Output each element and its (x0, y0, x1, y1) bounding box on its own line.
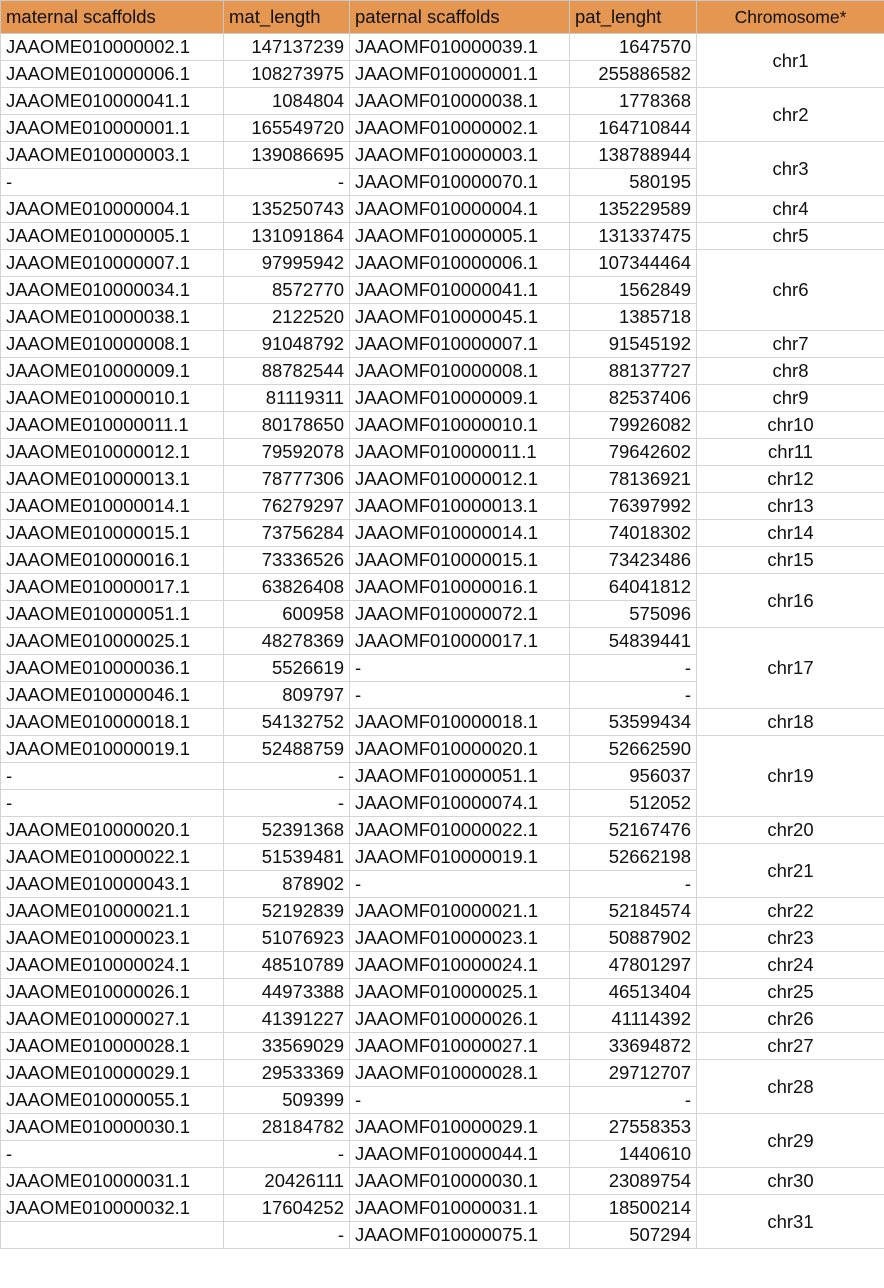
table-row (1, 817, 884, 844)
maternal-scaffold-cell[interactable]: JAAOME010000017.1 (1, 574, 224, 601)
table-row (1, 898, 884, 925)
pat-length-cell[interactable]: 33694872 (570, 1033, 697, 1060)
mat-length-cell[interactable]: 33569029 (224, 1033, 350, 1060)
pat-length-cell[interactable]: 54839441 (570, 628, 697, 655)
mat-length-cell[interactable]: 20426111 (224, 1168, 350, 1195)
mat-length-cell[interactable]: 48510789 (224, 952, 350, 979)
paternal-scaffold-cell[interactable]: JAAOMF010000038.1 (350, 88, 570, 115)
chromosome-cell[interactable]: chr15 (697, 547, 884, 574)
table-row (1, 1114, 884, 1141)
table-row (1, 88, 884, 115)
pat-length-cell[interactable]: 164710844 (570, 115, 697, 142)
paternal-scaffold-cell[interactable]: JAAOMF010000008.1 (350, 358, 570, 385)
pat-length-cell[interactable]: 64041812 (570, 574, 697, 601)
table-row (1, 547, 884, 574)
mat-length-cell[interactable]: 54132752 (224, 709, 350, 736)
table-row (1, 1006, 884, 1033)
maternal-scaffold-cell[interactable]: JAAOME010000023.1 (1, 925, 224, 952)
pat-length-cell[interactable]: 46513404 (570, 979, 697, 1006)
maternal-scaffold-cell[interactable]: JAAOME010000014.1 (1, 493, 224, 520)
pat-length-cell[interactable]: 82537406 (570, 385, 697, 412)
mat-length-cell[interactable]: 88782544 (224, 358, 350, 385)
paternal-scaffold-cell[interactable]: JAAOMF010000013.1 (350, 493, 570, 520)
mat-length-cell[interactable]: - (224, 790, 350, 817)
paternal-scaffold-cell[interactable]: JAAOMF010000007.1 (350, 331, 570, 358)
chromosome-cell[interactable]: chr25 (697, 979, 884, 1006)
paternal-scaffold-cell[interactable]: JAAOMF010000070.1 (350, 169, 570, 196)
pat-length-cell[interactable]: 73423486 (570, 547, 697, 574)
paternal-scaffold-cell[interactable]: JAAOMF010000029.1 (350, 1114, 570, 1141)
chromosome-cell[interactable]: chr10 (697, 412, 884, 439)
header-mat-length[interactable]: mat_length (224, 1, 350, 34)
mat-length-cell[interactable]: - (224, 169, 350, 196)
mat-length-cell[interactable]: - (224, 1222, 350, 1249)
mat-length-cell[interactable]: 28184782 (224, 1114, 350, 1141)
pat-length-cell[interactable]: 1778368 (570, 88, 697, 115)
paternal-scaffold-cell[interactable]: JAAOMF010000026.1 (350, 1006, 570, 1033)
table-row (1, 1195, 884, 1222)
pat-length-cell[interactable]: 52184574 (570, 898, 697, 925)
paternal-scaffold-cell[interactable]: JAAOMF010000015.1 (350, 547, 570, 574)
table-row (1, 493, 884, 520)
header-paternal-scaffolds[interactable]: paternal scaffolds (350, 1, 570, 34)
mat-length-cell[interactable]: 44973388 (224, 979, 350, 1006)
maternal-scaffold-cell[interactable]: JAAOME010000011.1 (1, 412, 224, 439)
pat-length-cell[interactable]: 76397992 (570, 493, 697, 520)
paternal-scaffold-cell[interactable]: JAAOMF010000005.1 (350, 223, 570, 250)
paternal-scaffold-cell[interactable]: JAAOMF010000001.1 (350, 61, 570, 88)
mat-length-cell[interactable]: 91048792 (224, 331, 350, 358)
pat-length-cell[interactable]: 53599434 (570, 709, 697, 736)
pat-length-cell[interactable]: 507294 (570, 1222, 697, 1249)
mat-length-cell[interactable]: 80178650 (224, 412, 350, 439)
pat-length-cell[interactable]: - (570, 871, 697, 898)
pat-length-cell[interactable]: 52662590 (570, 736, 697, 763)
chromosome-cell[interactable]: chr24 (697, 952, 884, 979)
maternal-scaffold-cell[interactable]: JAAOME010000018.1 (1, 709, 224, 736)
pat-length-cell[interactable]: 138788944 (570, 142, 697, 169)
maternal-scaffold-cell[interactable]: JAAOME010000055.1 (1, 1087, 224, 1114)
paternal-scaffold-cell[interactable]: JAAOMF010000031.1 (350, 1195, 570, 1222)
paternal-scaffold-cell[interactable]: JAAOMF010000024.1 (350, 952, 570, 979)
maternal-scaffold-cell[interactable]: JAAOME010000002.1 (1, 34, 224, 61)
pat-length-cell[interactable]: 47801297 (570, 952, 697, 979)
paternal-scaffold-cell[interactable]: - (350, 655, 570, 682)
table-row (1, 385, 884, 412)
chromosome-cell[interactable]: chr21 (697, 844, 884, 898)
maternal-scaffold-cell[interactable]: JAAOME010000027.1 (1, 1006, 224, 1033)
maternal-scaffold-cell[interactable]: JAAOME010000030.1 (1, 1114, 224, 1141)
maternal-scaffold-cell[interactable]: JAAOME010000001.1 (1, 115, 224, 142)
maternal-scaffold-cell[interactable]: JAAOME010000007.1 (1, 250, 224, 277)
paternal-scaffold-cell[interactable]: JAAOMF010000028.1 (350, 1060, 570, 1087)
paternal-scaffold-cell[interactable]: JAAOMF010000045.1 (350, 304, 570, 331)
pat-length-cell[interactable]: 88137727 (570, 358, 697, 385)
maternal-scaffold-cell[interactable]: - (1, 763, 224, 790)
mat-length-cell[interactable]: 878902 (224, 871, 350, 898)
paternal-scaffold-cell[interactable]: JAAOMF010000004.1 (350, 196, 570, 223)
mat-length-cell[interactable]: 73756284 (224, 520, 350, 547)
pat-length-cell[interactable]: 41114392 (570, 1006, 697, 1033)
pat-length-cell[interactable]: 255886582 (570, 61, 697, 88)
maternal-scaffold-cell[interactable]: JAAOME010000016.1 (1, 547, 224, 574)
table-row (1, 736, 884, 763)
paternal-scaffold-cell[interactable]: JAAOMF010000014.1 (350, 520, 570, 547)
maternal-scaffold-cell[interactable]: JAAOME010000012.1 (1, 439, 224, 466)
chromosome-cell[interactable]: chr13 (697, 493, 884, 520)
maternal-scaffold-cell[interactable]: JAAOME010000010.1 (1, 385, 224, 412)
table-row (1, 1168, 884, 1195)
pat-length-cell[interactable]: - (570, 682, 697, 709)
table-row (1, 844, 884, 871)
table-row (1, 439, 884, 466)
paternal-scaffold-cell[interactable]: JAAOMF010000017.1 (350, 628, 570, 655)
table-row (1, 196, 884, 223)
chromosome-cell[interactable]: chr23 (697, 925, 884, 952)
mat-length-cell[interactable]: 809797 (224, 682, 350, 709)
pat-length-cell[interactable]: 79642602 (570, 439, 697, 466)
maternal-scaffold-cell[interactable]: JAAOME010000005.1 (1, 223, 224, 250)
chromosome-cell[interactable]: chr20 (697, 817, 884, 844)
pat-length-cell[interactable]: 52662198 (570, 844, 697, 871)
paternal-scaffold-cell[interactable]: JAAOMF010000022.1 (350, 817, 570, 844)
table-row (1, 358, 884, 385)
pat-length-cell[interactable]: 1562849 (570, 277, 697, 304)
mat-length-cell[interactable]: 73336526 (224, 547, 350, 574)
table-row (1, 1060, 884, 1087)
pat-length-cell[interactable]: 50887902 (570, 925, 697, 952)
maternal-scaffold-cell[interactable] (1, 1222, 224, 1249)
maternal-scaffold-cell[interactable]: JAAOME010000020.1 (1, 817, 224, 844)
maternal-scaffold-cell[interactable]: JAAOME010000043.1 (1, 871, 224, 898)
mat-length-cell[interactable]: 509399 (224, 1087, 350, 1114)
table-row (1, 574, 884, 601)
mat-length-cell[interactable]: 48278369 (224, 628, 350, 655)
mat-length-cell[interactable]: 135250743 (224, 196, 350, 223)
header-row (1, 1, 884, 34)
chromosome-cell[interactable]: chr30 (697, 1168, 884, 1195)
pat-length-cell[interactable]: 79926082 (570, 412, 697, 439)
paternal-scaffold-cell[interactable]: JAAOMF010000006.1 (350, 250, 570, 277)
chromosome-cell[interactable]: chr5 (697, 223, 884, 250)
mat-length-cell[interactable]: 51076923 (224, 925, 350, 952)
mat-length-cell[interactable]: - (224, 1141, 350, 1168)
maternal-scaffold-cell[interactable]: JAAOME010000015.1 (1, 520, 224, 547)
paternal-scaffold-cell[interactable]: JAAOMF010000027.1 (350, 1033, 570, 1060)
mat-length-cell[interactable]: 81119311 (224, 385, 350, 412)
maternal-scaffold-cell[interactable]: JAAOME010000036.1 (1, 655, 224, 682)
table-row (1, 34, 884, 61)
paternal-scaffold-cell[interactable]: JAAOMF010000016.1 (350, 574, 570, 601)
chromosome-cell[interactable]: chr27 (697, 1033, 884, 1060)
header-chromosome[interactable]: Chromosome* (697, 1, 884, 34)
maternal-scaffold-cell[interactable]: JAAOME010000006.1 (1, 61, 224, 88)
mat-length-cell[interactable]: 1084804 (224, 88, 350, 115)
pat-length-cell[interactable]: 78136921 (570, 466, 697, 493)
pat-length-cell[interactable]: 580195 (570, 169, 697, 196)
maternal-scaffold-cell[interactable]: JAAOME010000004.1 (1, 196, 224, 223)
maternal-scaffold-cell[interactable]: JAAOME010000034.1 (1, 277, 224, 304)
maternal-scaffold-cell[interactable]: JAAOME010000032.1 (1, 1195, 224, 1222)
chromosome-cell[interactable]: chr31 (697, 1195, 884, 1249)
paternal-scaffold-cell[interactable]: JAAOMF010000010.1 (350, 412, 570, 439)
pat-length-cell[interactable]: 91545192 (570, 331, 697, 358)
mat-length-cell[interactable]: 41391227 (224, 1006, 350, 1033)
mat-length-cell[interactable]: 147137239 (224, 34, 350, 61)
paternal-scaffold-cell[interactable]: JAAOMF010000023.1 (350, 925, 570, 952)
paternal-scaffold-cell[interactable]: JAAOMF010000009.1 (350, 385, 570, 412)
paternal-scaffold-cell[interactable]: JAAOMF010000041.1 (350, 277, 570, 304)
maternal-scaffold-cell[interactable]: JAAOME010000025.1 (1, 628, 224, 655)
chromosome-cell[interactable]: chr29 (697, 1114, 884, 1168)
maternal-scaffold-cell[interactable]: JAAOME010000028.1 (1, 1033, 224, 1060)
maternal-scaffold-cell[interactable]: JAAOME010000038.1 (1, 304, 224, 331)
mat-length-cell[interactable]: 2122520 (224, 304, 350, 331)
table-row (1, 412, 884, 439)
paternal-scaffold-cell[interactable]: JAAOMF010000003.1 (350, 142, 570, 169)
paternal-scaffold-cell[interactable]: JAAOMF010000020.1 (350, 736, 570, 763)
pat-length-cell[interactable]: 575096 (570, 601, 697, 628)
paternal-scaffold-cell[interactable]: JAAOMF010000025.1 (350, 979, 570, 1006)
chromosome-cell[interactable]: chr11 (697, 439, 884, 466)
table-row (1, 979, 884, 1006)
paternal-scaffold-cell[interactable]: - (350, 682, 570, 709)
pat-length-cell[interactable]: 1440610 (570, 1141, 697, 1168)
maternal-scaffold-cell[interactable]: JAAOME010000024.1 (1, 952, 224, 979)
pat-length-cell[interactable]: 512052 (570, 790, 697, 817)
mat-length-cell[interactable]: 8572770 (224, 277, 350, 304)
chromosome-cell[interactable]: chr7 (697, 331, 884, 358)
chromosome-cell[interactable]: chr9 (697, 385, 884, 412)
paternal-scaffold-cell[interactable]: JAAOMF010000072.1 (350, 601, 570, 628)
pat-length-cell[interactable]: 956037 (570, 763, 697, 790)
maternal-scaffold-cell[interactable]: JAAOME010000021.1 (1, 898, 224, 925)
chromosome-cell[interactable]: chr22 (697, 898, 884, 925)
maternal-scaffold-cell[interactable]: JAAOME010000029.1 (1, 1060, 224, 1087)
chromosome-cell[interactable]: chr2 (697, 88, 884, 142)
mat-length-cell[interactable]: 17604252 (224, 1195, 350, 1222)
table-row (1, 709, 884, 736)
table-header (1, 1, 884, 34)
maternal-scaffold-cell[interactable]: JAAOME010000046.1 (1, 682, 224, 709)
chromosome-cell[interactable]: chr26 (697, 1006, 884, 1033)
header-maternal-scaffolds[interactable]: maternal scaffolds (1, 1, 224, 34)
pat-length-cell[interactable]: 74018302 (570, 520, 697, 547)
maternal-scaffold-cell[interactable]: - (1, 1141, 224, 1168)
table-row (1, 223, 884, 250)
paternal-scaffold-cell[interactable]: JAAOMF010000018.1 (350, 709, 570, 736)
paternal-scaffold-cell[interactable]: JAAOMF010000051.1 (350, 763, 570, 790)
chromosome-cell[interactable]: chr18 (697, 709, 884, 736)
chromosome-cell[interactable]: chr12 (697, 466, 884, 493)
paternal-scaffold-cell[interactable]: JAAOMF010000019.1 (350, 844, 570, 871)
chromosome-cell[interactable]: chr1 (697, 34, 884, 88)
pat-length-cell[interactable]: 52167476 (570, 817, 697, 844)
table-row (1, 331, 884, 358)
mat-length-cell[interactable]: 78777306 (224, 466, 350, 493)
maternal-scaffold-cell[interactable]: JAAOME010000051.1 (1, 601, 224, 628)
mat-length-cell[interactable]: 5526619 (224, 655, 350, 682)
paternal-scaffold-cell[interactable]: JAAOMF010000044.1 (350, 1141, 570, 1168)
maternal-scaffold-cell[interactable]: JAAOME010000013.1 (1, 466, 224, 493)
maternal-scaffold-cell[interactable]: JAAOME010000022.1 (1, 844, 224, 871)
mat-length-cell[interactable]: 600958 (224, 601, 350, 628)
mat-length-cell[interactable]: 63826408 (224, 574, 350, 601)
pat-length-cell[interactable]: 135229589 (570, 196, 697, 223)
table-row (1, 952, 884, 979)
chromosome-cell[interactable]: chr3 (697, 142, 884, 196)
pat-length-cell[interactable]: 1385718 (570, 304, 697, 331)
chromosome-cell[interactable]: chr19 (697, 736, 884, 817)
pat-length-cell[interactable]: 23089754 (570, 1168, 697, 1195)
header-pat-length[interactable]: pat_lenght (570, 1, 697, 34)
mat-length-cell[interactable]: 131091864 (224, 223, 350, 250)
pat-length-cell[interactable]: - (570, 655, 697, 682)
paternal-scaffold-cell[interactable]: JAAOMF010000030.1 (350, 1168, 570, 1195)
maternal-scaffold-cell[interactable]: JAAOME010000008.1 (1, 331, 224, 358)
table-row (1, 250, 884, 277)
paternal-scaffold-cell[interactable]: JAAOMF010000039.1 (350, 34, 570, 61)
chromosome-cell[interactable]: chr6 (697, 250, 884, 331)
mat-length-cell[interactable]: - (224, 763, 350, 790)
table-row (1, 628, 884, 655)
pat-length-cell[interactable]: 1647570 (570, 34, 697, 61)
mat-length-cell[interactable]: 51539481 (224, 844, 350, 871)
chromosome-cell[interactable]: chr28 (697, 1060, 884, 1114)
table-row (1, 925, 884, 952)
pat-length-cell[interactable]: 131337475 (570, 223, 697, 250)
maternal-scaffold-cell[interactable]: - (1, 790, 224, 817)
maternal-scaffold-cell[interactable]: - (1, 169, 224, 196)
table-row (1, 1033, 884, 1060)
paternal-scaffold-cell[interactable]: JAAOMF010000075.1 (350, 1222, 570, 1249)
chromosome-cell[interactable]: chr17 (697, 628, 884, 709)
pat-length-cell[interactable]: 18500214 (570, 1195, 697, 1222)
mat-length-cell[interactable]: 139086695 (224, 142, 350, 169)
table-row (1, 466, 884, 493)
mat-length-cell[interactable]: 52192839 (224, 898, 350, 925)
mat-length-cell[interactable]: 52488759 (224, 736, 350, 763)
pat-length-cell[interactable]: 29712707 (570, 1060, 697, 1087)
maternal-scaffold-cell[interactable]: JAAOME010000003.1 (1, 142, 224, 169)
pat-length-cell[interactable]: 27558353 (570, 1114, 697, 1141)
pat-length-cell[interactable]: - (570, 1087, 697, 1114)
mat-length-cell[interactable]: 165549720 (224, 115, 350, 142)
chromosome-cell[interactable]: chr16 (697, 574, 884, 628)
table-row (1, 520, 884, 547)
mat-length-cell[interactable]: 52391368 (224, 817, 350, 844)
table-body (1, 34, 884, 1249)
paternal-scaffold-cell[interactable]: - (350, 1087, 570, 1114)
maternal-scaffold-cell[interactable]: JAAOME010000031.1 (1, 1168, 224, 1195)
paternal-scaffold-cell[interactable]: JAAOMF010000011.1 (350, 439, 570, 466)
maternal-scaffold-cell[interactable]: JAAOME010000009.1 (1, 358, 224, 385)
table-row (1, 142, 884, 169)
mat-length-cell[interactable]: 97995942 (224, 250, 350, 277)
maternal-scaffold-cell[interactable]: JAAOME010000041.1 (1, 88, 224, 115)
paternal-scaffold-cell[interactable]: JAAOMF010000002.1 (350, 115, 570, 142)
paternal-scaffold-cell[interactable]: - (350, 871, 570, 898)
paternal-scaffold-cell[interactable]: JAAOMF010000021.1 (350, 898, 570, 925)
pat-length-cell[interactable]: 107344464 (570, 250, 697, 277)
mat-length-cell[interactable]: 108273975 (224, 61, 350, 88)
mat-length-cell[interactable]: 29533369 (224, 1060, 350, 1087)
chromosome-cell[interactable]: chr14 (697, 520, 884, 547)
maternal-scaffold-cell[interactable]: JAAOME010000026.1 (1, 979, 224, 1006)
chromosome-cell[interactable]: chr8 (697, 358, 884, 385)
mat-length-cell[interactable]: 79592078 (224, 439, 350, 466)
paternal-scaffold-cell[interactable]: JAAOMF010000012.1 (350, 466, 570, 493)
mat-length-cell[interactable]: 76279297 (224, 493, 350, 520)
paternal-scaffold-cell[interactable]: JAAOMF010000074.1 (350, 790, 570, 817)
chromosome-cell[interactable]: chr4 (697, 196, 884, 223)
maternal-scaffold-cell[interactable]: JAAOME010000019.1 (1, 736, 224, 763)
